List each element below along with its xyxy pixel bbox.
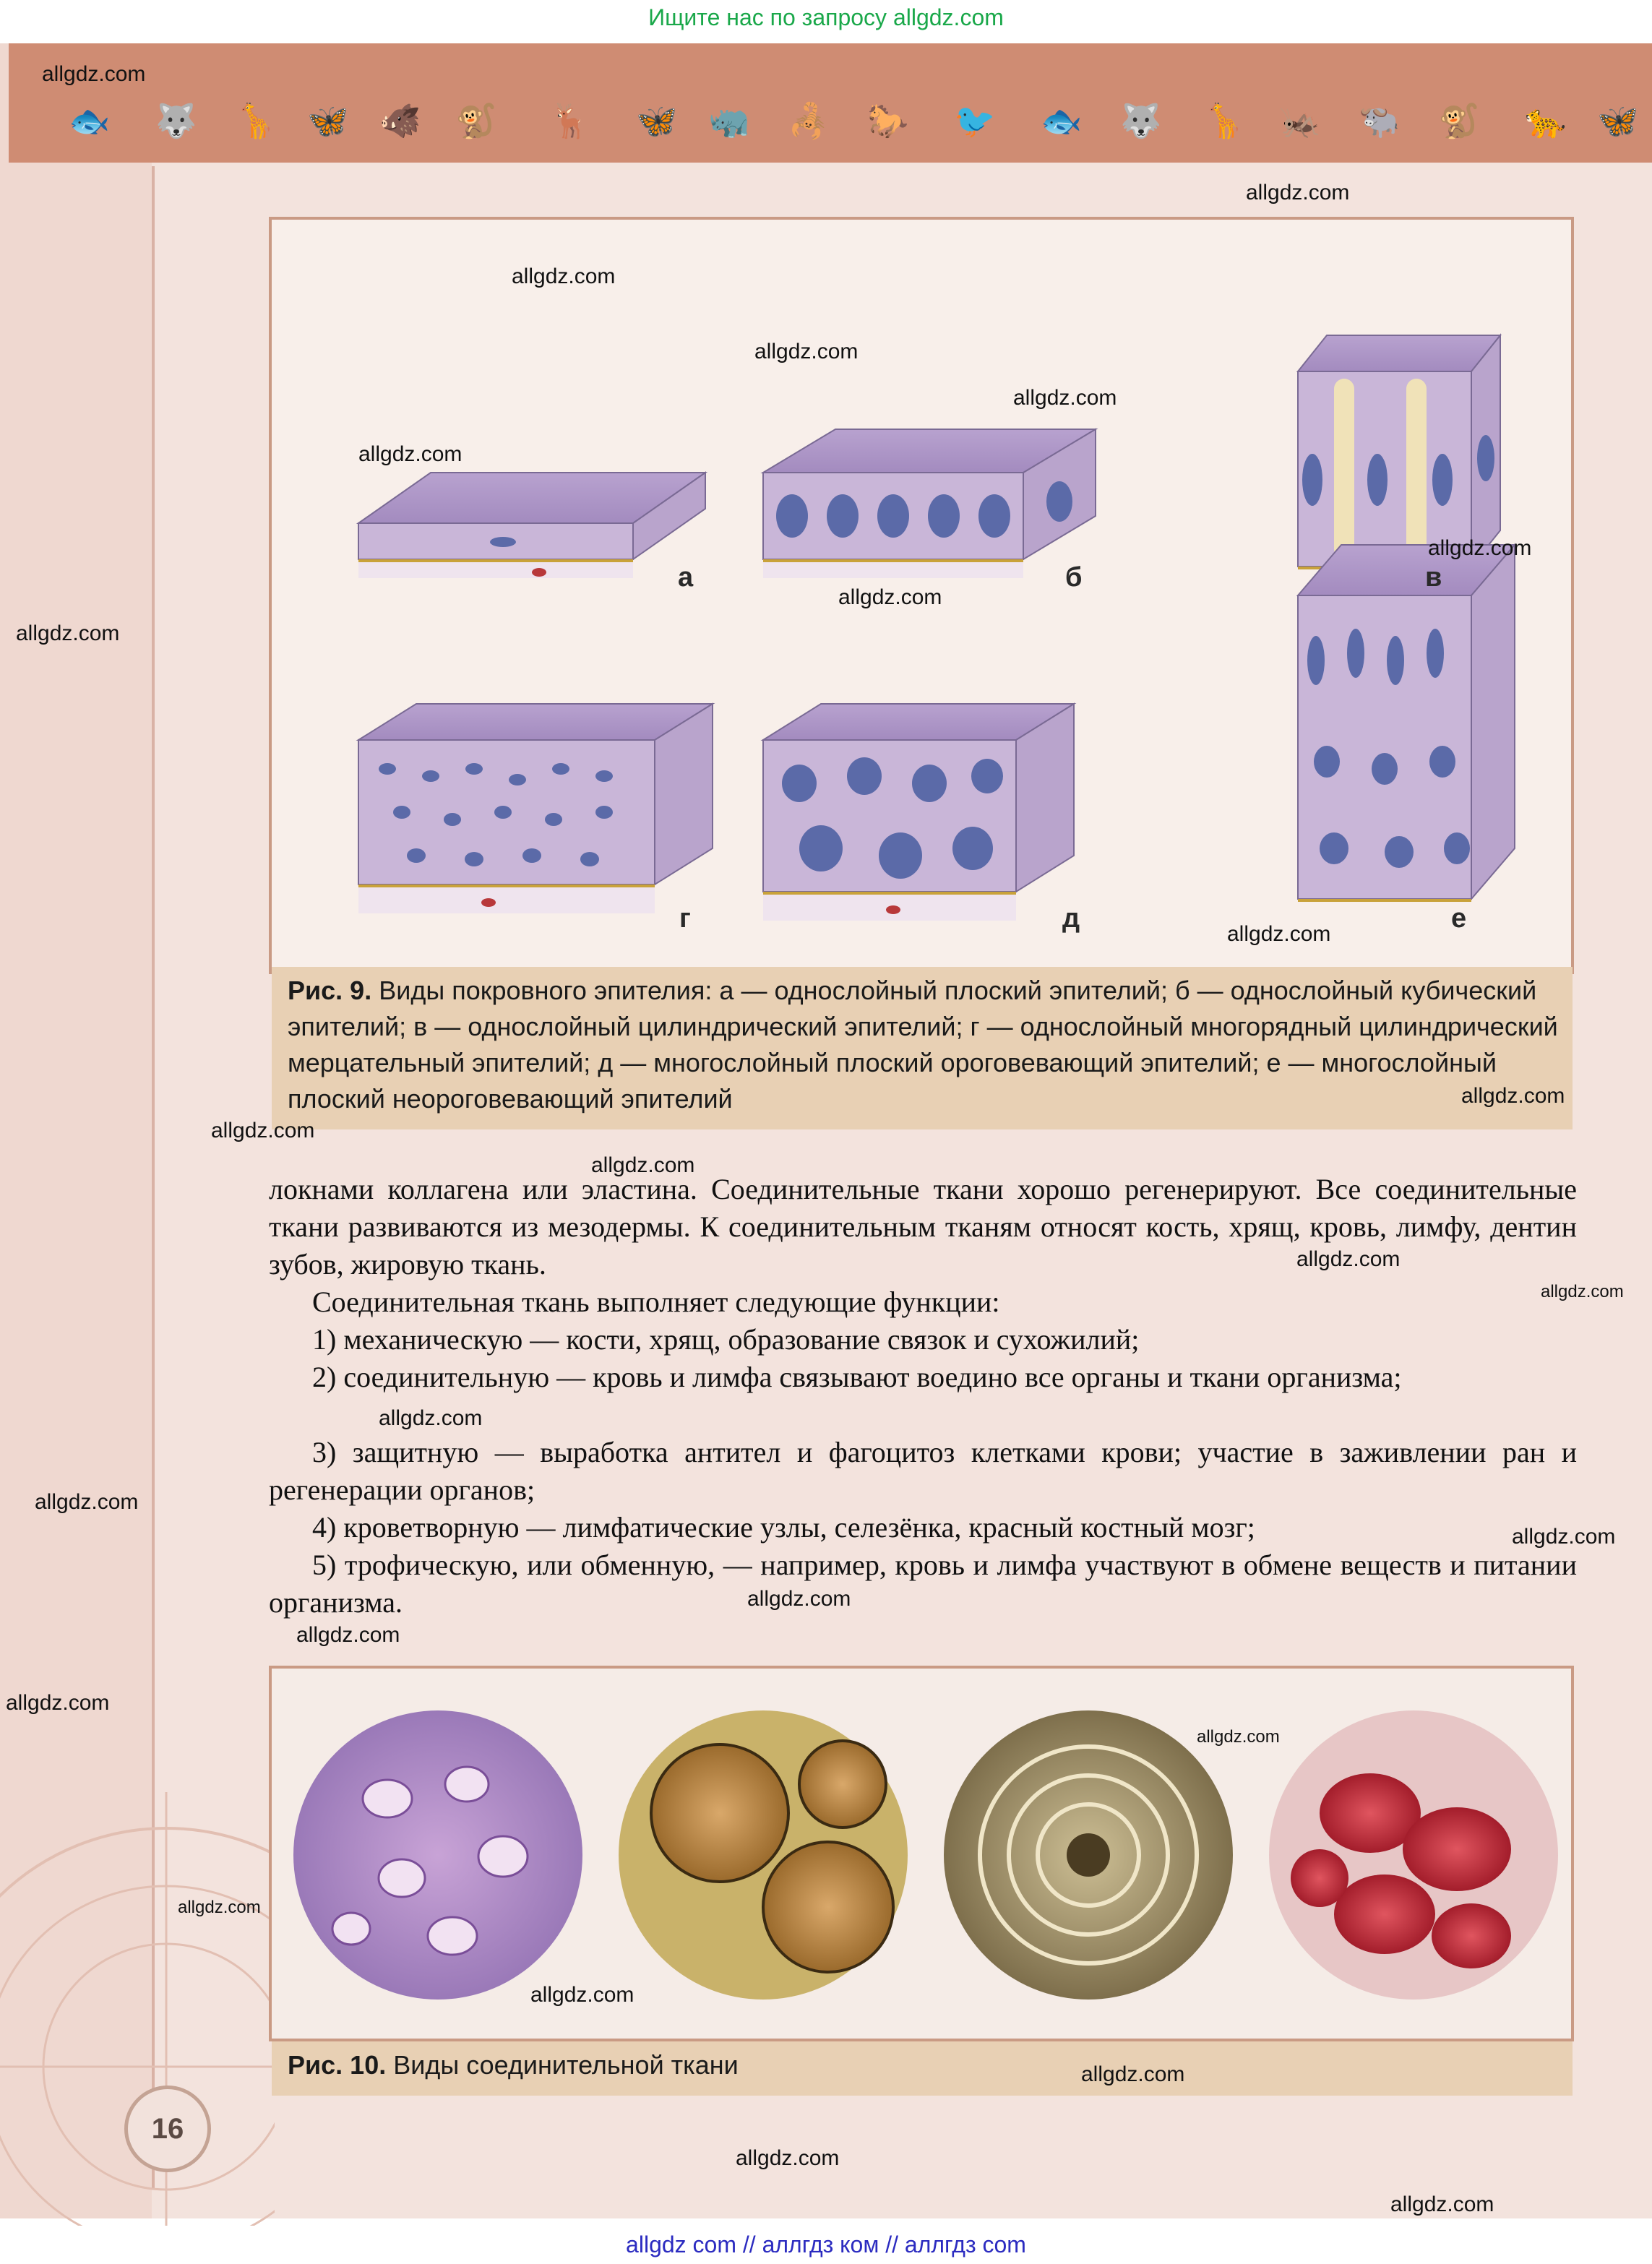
function-item-3: 3) защитную — выработка антител и фагоцитоз клетками крови; участие в заживлении ран и регенерации органов; <box>269 1436 1577 1506</box>
watermark[interactable]: allgdz.com <box>379 1406 483 1430</box>
connective-tissue-micrographs <box>272 1669 1571 2039</box>
animal-icon: 🦋 <box>636 101 678 140</box>
watermark[interactable]: allgdz.com <box>1296 1247 1401 1271</box>
micrograph-bone <box>944 1710 1233 2000</box>
panel-label-d: д <box>1062 903 1080 934</box>
panel-label-b: б <box>1065 562 1083 593</box>
panel-label-a: а <box>678 562 694 593</box>
watermark[interactable]: allgdz.com <box>736 2146 840 2170</box>
watermark[interactable]: allgdz.com <box>512 264 616 288</box>
watermark[interactable]: allgdz.com <box>747 1587 851 1611</box>
bottom-link-1[interactable]: allgdz com <box>626 2231 736 2257</box>
watermark[interactable]: allgdz.com <box>178 1898 261 1917</box>
watermark[interactable]: allgdz.com <box>591 1153 695 1177</box>
panel-a-squamous <box>358 473 705 578</box>
animal-icon: 🐗 <box>379 101 421 140</box>
watermark[interactable]: allgdz.com <box>1081 2062 1185 2086</box>
animal-icon: 🐃 <box>1359 101 1401 140</box>
animal-icon: 🦂 <box>788 101 830 140</box>
watermark[interactable]: allgdz.com <box>1197 1727 1280 1747</box>
panel-label-v: в <box>1425 562 1442 593</box>
function-item-2: 2) соединительную — кровь и лимфа связывают воедино все органы и ткани организма; <box>312 1361 1402 1393</box>
watermark[interactable]: allgdz.com <box>1541 1282 1624 1301</box>
figure-9-caption-title: Рис. 9. <box>288 976 372 1005</box>
watermark[interactable]: allgdz.com <box>358 442 463 466</box>
watermark[interactable]: allgdz.com <box>296 1623 400 1647</box>
body-paragraph-2: Соединительная ткань выполняет следующие функции: <box>312 1286 1000 1318</box>
watermark[interactable]: allgdz.com <box>530 1983 634 2007</box>
watermark[interactable]: allgdz.com <box>1428 536 1532 560</box>
page-number: 16 <box>124 2086 211 2172</box>
panel-g-stratified <box>358 704 713 913</box>
watermark[interactable]: allgdz.com <box>211 1119 315 1142</box>
animal-icon: 🦌 <box>549 101 591 140</box>
watermark[interactable]: allgdz.com <box>754 340 859 363</box>
panel-e-stratified-nonkeratinized <box>1298 545 1515 900</box>
function-item-1: 1) механическую — кости, хрящ, образование связок и сухожилий; <box>312 1323 1140 1356</box>
animal-icon: 🦗 <box>1279 101 1321 140</box>
watermark[interactable]: allgdz.com <box>1390 2192 1494 2216</box>
animal-icon: 🐺 <box>155 101 197 140</box>
micrograph-blood <box>1269 1710 1558 2000</box>
bottom-separator: // <box>885 2231 898 2257</box>
body-paragraph-1: локнами коллагена или эластина. Соединительные ткани хорошо регенерируют. Все соединительные ткани развиваются из мезодермы. К соединительным тканям относят кость, хрящ, кровь, лимфу, дентин зубов, жировую ткань. <box>269 1173 1577 1281</box>
bottom-link-3[interactable]: аллгдз com <box>904 2231 1026 2257</box>
watermark[interactable]: allgdz.com <box>1013 386 1117 410</box>
panel-v-columnar <box>1298 335 1500 568</box>
panel-label-g: г <box>679 903 691 934</box>
animal-icon: 🦋 <box>307 101 349 140</box>
bottom-links <box>0 2231 1652 2258</box>
watermark[interactable]: allgdz.com <box>1246 181 1350 205</box>
watermark[interactable]: allgdz.com <box>1512 1525 1616 1549</box>
watermark[interactable]: allgdz.com <box>16 621 120 645</box>
animal-icon: 🐒 <box>1438 101 1480 140</box>
watermark[interactable]: allgdz.com <box>1461 1084 1565 1108</box>
watermark[interactable]: allgdz.com <box>6 1691 110 1715</box>
bottom-separator: // <box>742 2231 756 2257</box>
function-item-4: 4) кроветворную — лимфатические узлы, селезёнка, красный костный мозг; <box>312 1511 1255 1544</box>
figure-10-caption <box>288 2050 739 2080</box>
micrograph-cartilage <box>293 1710 582 2000</box>
animal-icon: 🦏 <box>708 101 750 140</box>
watermark[interactable]: allgdz.com <box>838 585 942 609</box>
figure-10-caption-text: Виды соединительной ткани <box>393 2050 739 2080</box>
micrograph-adipose <box>619 1710 908 2000</box>
animal-icon: 🐟 <box>1041 101 1083 140</box>
animal-icon: 🐒 <box>455 101 497 140</box>
top-search-banner[interactable]: Ищите нас по запросу allgdz.com <box>648 4 1004 30</box>
function-item-5: 5) трофическую, или обменную, — например, кровь и лимфа участвуют в обмене веществ и питании организма. <box>269 1549 1577 1619</box>
bottom-link-2[interactable]: аллгдз ком <box>762 2231 879 2257</box>
animal-icon: 🦒 <box>235 101 277 140</box>
animal-icon: 🐎 <box>867 101 909 140</box>
animal-icon: 🐆 <box>1525 101 1567 140</box>
animal-icon: 🐺 <box>1120 101 1162 140</box>
animal-icon: 🦒 <box>1203 101 1245 140</box>
animal-icon: 🦋 <box>1597 101 1639 140</box>
panel-b-cuboidal <box>763 429 1096 578</box>
figure-9-caption-text: Виды покровного эпителия: а — однослойный плоский эпителий; б — однослойный кубический эпителий; в — однослойный цилиндрический эпителий; г — однослойный многорядный цилиндрический мерцательный эпителий; д — многослойный плоский ороговевающий эпителий; е — многослойный плоский неороговевающий эпителий <box>288 976 1558 1114</box>
animal-icon: 🐟 <box>69 101 111 140</box>
figure-9-caption <box>288 973 1559 1117</box>
watermark[interactable]: allgdz.com <box>42 62 146 86</box>
watermark[interactable]: allgdz.com <box>1227 922 1331 946</box>
panel-label-e: е <box>1451 903 1467 934</box>
figure-10-caption-title: Рис. 10. <box>288 2050 387 2080</box>
watermark[interactable]: allgdz.com <box>35 1490 139 1514</box>
panel-d-stratified-keratinized <box>763 704 1074 921</box>
animal-icon: 🐦 <box>954 101 996 140</box>
